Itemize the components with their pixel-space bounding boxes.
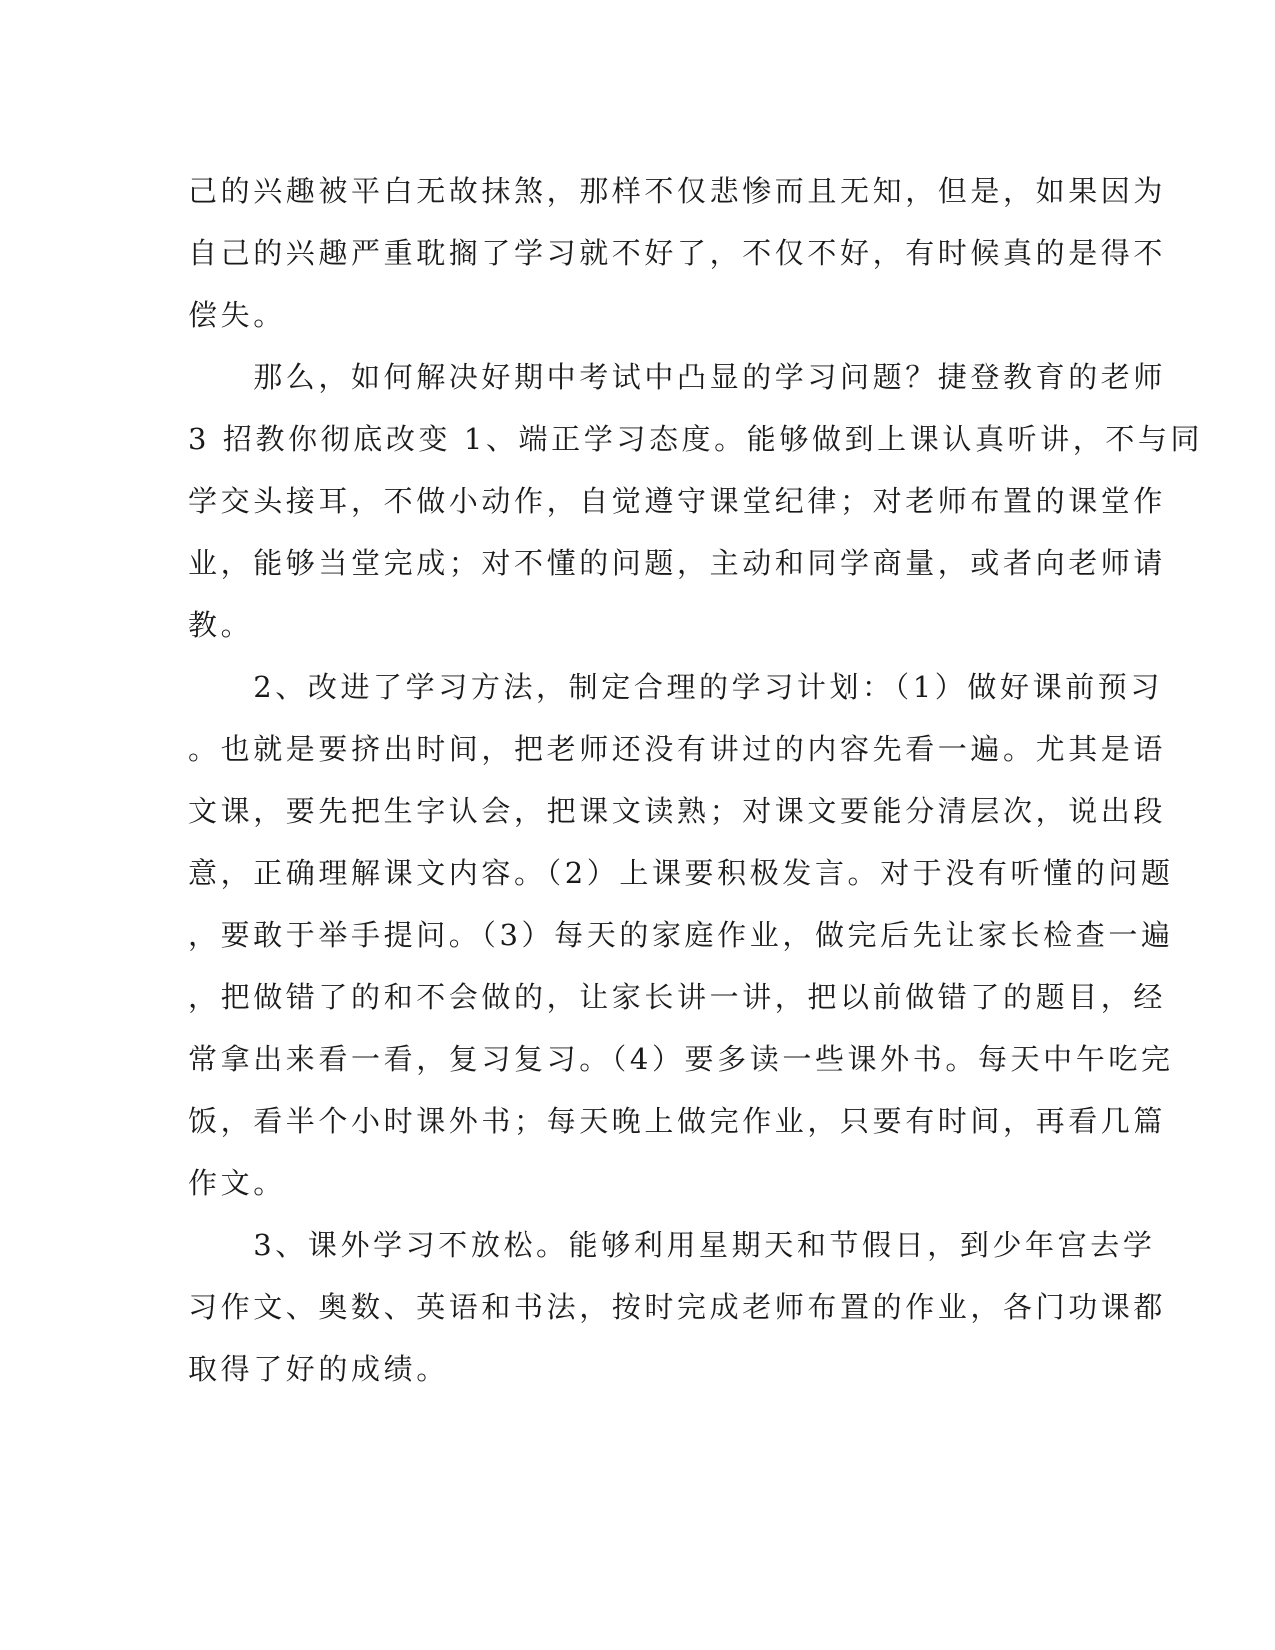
text-line: 作文。 (188, 1166, 286, 1200)
text-line: 教。 (188, 608, 254, 642)
paragraph-start-line: 3、课外学习不放松。能够利用星期天和节假日，到少年宫去学 (188, 1228, 1156, 1262)
text-line: 3 招教你彻底改变 1、端正学习态度。能够做到上课认真听讲，不与同 (188, 422, 1204, 456)
text-line: 偿失。 (188, 298, 286, 332)
paragraph-start-line: 2、改进了学习方法，制定合理的学习计划：（1）做好课前预习 (188, 670, 1164, 704)
text-line: 文课，要先把生字认会，把课文读熟；对课文要能分清层次，说出段 (188, 794, 1167, 828)
text-line: 己的兴趣被平白无故抹煞，那样不仅悲惨而且无知，但是，如果因为 (188, 174, 1167, 208)
text-line: ，把做错了的和不会做的，让家长讲一讲，把以前做错了的题目，经 (188, 980, 1167, 1014)
text-line: 。也就是要挤出时间，把老师还没有讲过的内容先看一遍。尤其是语 (188, 732, 1167, 766)
text-line: 习作文、奥数、英语和书法，按时完成老师布置的作业，各门功课都 (188, 1290, 1167, 1324)
text-line: 常拿出来看一看，复习复习。（4）要多读一些课外书。每天中午吃完 (188, 1042, 1174, 1076)
text-line: 自己的兴趣严重耽搁了学习就不好了，不仅不好，有时候真的是得不 (188, 236, 1167, 270)
paragraph-start-line: 那么，如何解决好期中考试中凸显的学习问题？捷登教育的老师 (188, 360, 1167, 394)
text-line: 饭，看半个小时课外书；每天晚上做完作业，只要有时间，再看几篇 (188, 1104, 1167, 1138)
text-line: 学交头接耳，不做小动作，自觉遵守课堂纪律；对老师布置的课堂作 (188, 484, 1167, 518)
text-line: 意，正确理解课文内容。（2）上课要积极发言。对于没有听懂的问题 (188, 856, 1174, 890)
text-line: 取得了好的成绩。 (188, 1352, 449, 1386)
document-body (188, 160, 1204, 1400)
text-line: ，要敢于举手提问。（3）每天的家庭作业，做完后先让家长检查一遍 (188, 918, 1174, 952)
text-line: 业，能够当堂完成；对不懂的问题，主动和同学商量，或者向老师请 (188, 546, 1167, 580)
